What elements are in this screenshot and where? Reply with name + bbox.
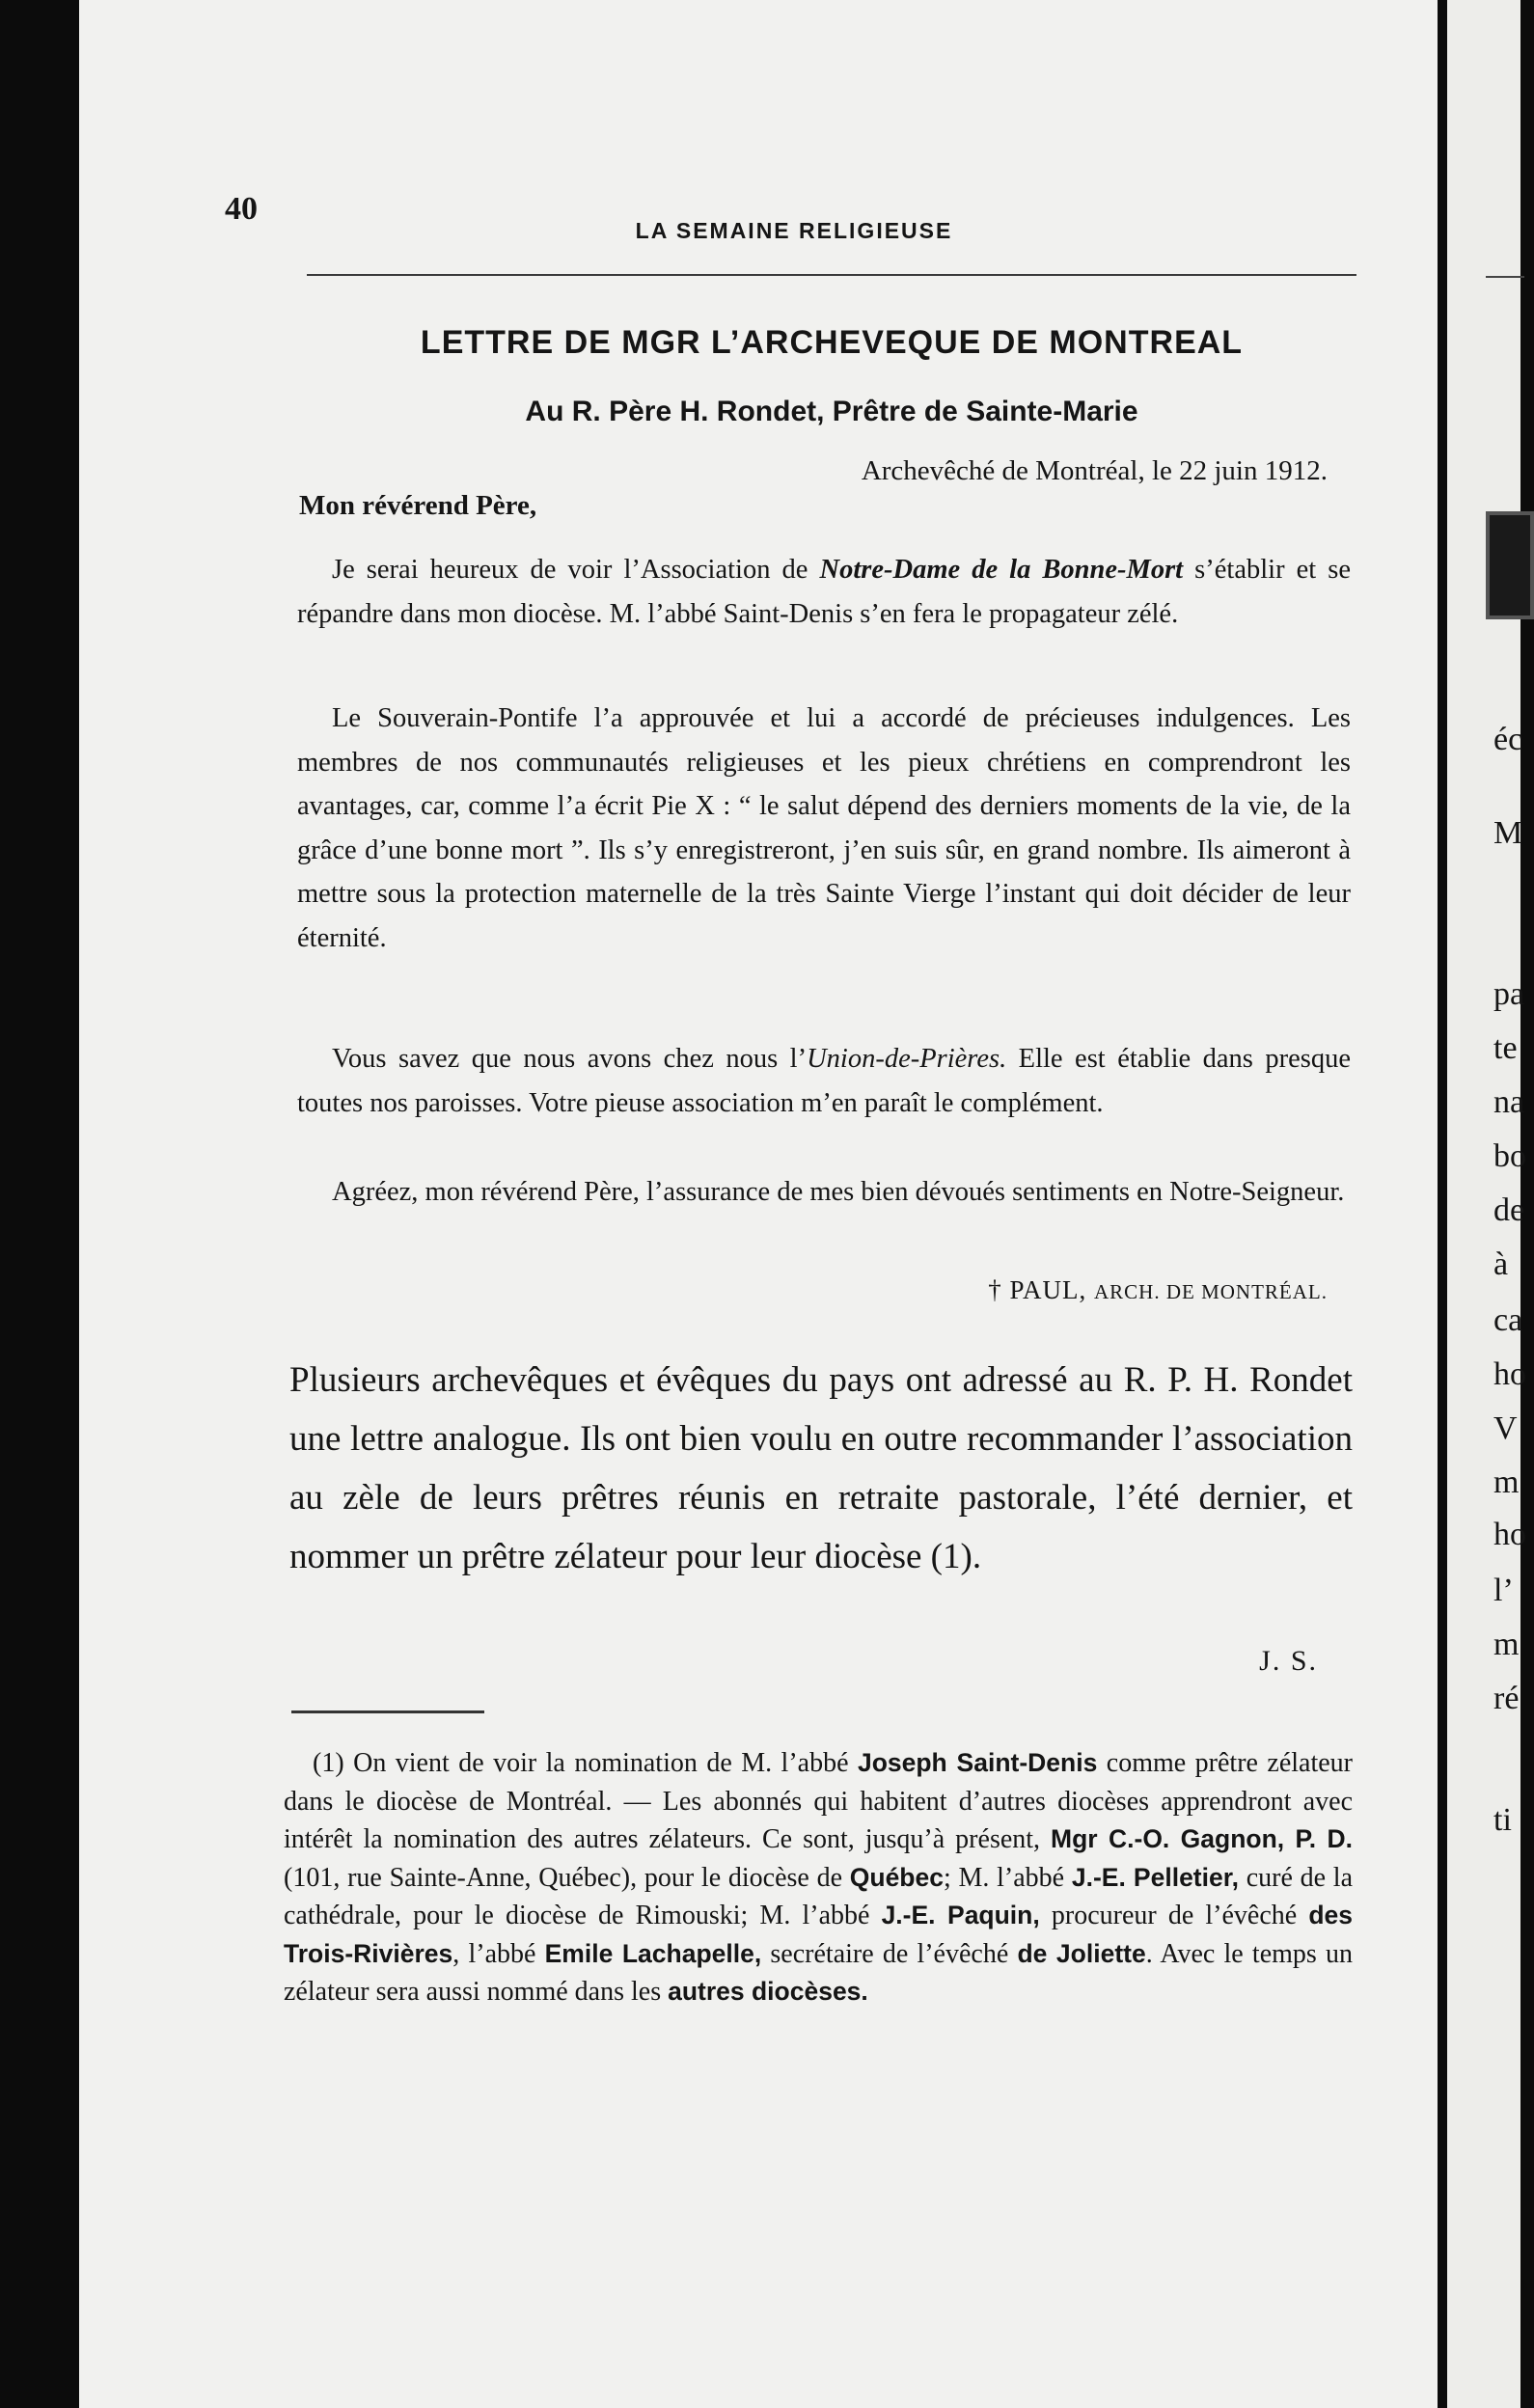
adjacent-fragment: M [1493,815,1523,851]
adjacent-fragment: éc [1493,722,1523,757]
body-paragraph: Plusieurs archevêques et évêques du pays ont adressé au R. P. H. Rondet une lettre analogue. Ils ont bien voulu en outre recommander l’association au zèle de leurs prêtres réunis en retraite pastorale, l’été dernier, et nommer un prêtre zélateur pour leur diocèse (1). [289,1360,1353,1576]
adjacent-fragment: ca [1493,1302,1523,1338]
adjacent-fragment: ré [1493,1681,1520,1716]
letter-dateline: Archevêché de Montréal, le 22 juin 1912. [861,455,1328,486]
adjacent-drop-cap [1486,511,1534,619]
adjacent-fragment: l’ [1493,1573,1514,1608]
author-initials: J. S. [1259,1645,1318,1677]
adjacent-fragment: ti [1493,1802,1512,1838]
adjacent-fragment: te [1493,1030,1518,1066]
letter-paragraph: Je serai heureux de voir l’Association de Notre-Dame de la Bonne-Mort s’établir et se répandre dans mon diocèse. M. l’abbé Saint-Denis s’en fera le propagateur zélé. [297,555,1352,629]
letter-paragraph: Le Souverain-Pontife l’a approuvée et lui a accordé de précieuses indulgences. Les membres de nos communautés religieuses et les pieux chrétiens en comprendront les avantages, car, comme l’a écrit Pie X : “ le salut dépend des derniers moments de la vie, de la grâce d’une bonne mort ”. Ils s’y enregistreront, j’en suis sûr, en grand nombre. Ils aimeront à mettre sous la protection maternelle de la très Sainte Vierge l’instant qui doit décider de leur éternité. [297,703,1351,953]
letter-title: LETTRE DE MGR L’ARCHEVEQUE DE MONTREAL [420,324,1244,361]
adjacent-fragment: de [1493,1192,1525,1228]
letter-paragraph: Agréez, mon révérend Père, l’assurance de mes bien dévoués sentiments en Notre-Seigneur. [332,1177,1345,1207]
adjacent-fragment: V [1493,1410,1518,1446]
page-number: 40 [225,191,258,227]
footnote: (1) On vient de voir la nomination de M. l’abbé Joseph Saint-Denis comme prêtre zélateur dans le diocèse de Montréal. — Les abonnés qui habitent d’autres diocèses apprendront avec intérêt la nomination des autres zélateurs. Ce sont, jusqu’à présent, Mgr C.-O. Gagnon, P. D. (101, rue Sainte-Anne, Québec), pour le diocèse de Québec; M. l’abbé J.-E. Pelletier, curé de la cathédrale, pour le diocèse de Rimouski; M. l’abbé J.-E. Paquin, procureur de l’évêché des Trois-Rivières, l’abbé Emile Lachapelle, secrétaire de l’évêché de Joliette. Avec le temps un zélateur sera aussi nommé dans les autres diocèses. [284,1748,1354,2007]
running-head: LA SEMAINE RELIGIEUSE [635,218,953,243]
adjacent-fragment: ho [1493,1356,1526,1392]
letter-salutation: Mon révérend Père, [299,490,537,521]
letter-paragraph: Vous savez que nous avons chez nous l’Union-de-Prières. Elle est établie dans presque toutes nos paroisses. Votre pieuse association m’en paraît le complément. [297,1044,1351,1118]
adjacent-fragment: pa [1493,976,1525,1012]
header-rule [307,274,1356,276]
adjacent-fragment: m [1493,1627,1520,1662]
adjacent-fragment: na [1493,1084,1525,1120]
adjacent-fragment: ho [1493,1517,1526,1552]
adjacent-fragment: m [1493,1464,1520,1500]
letter-signature: † PAUL, ARCH. DE MONTRÉAL. [988,1275,1328,1304]
adjacent-fragment: bo [1493,1138,1526,1174]
adjacent-fragment: à [1493,1246,1509,1282]
footnote-rule [291,1710,484,1713]
adjacent-header-rule [1486,276,1524,278]
letter-subtitle: Au R. Père H. Rondet, Prêtre de Sainte-Marie [525,396,1138,427]
adjacent-page-strip [1447,0,1526,2408]
